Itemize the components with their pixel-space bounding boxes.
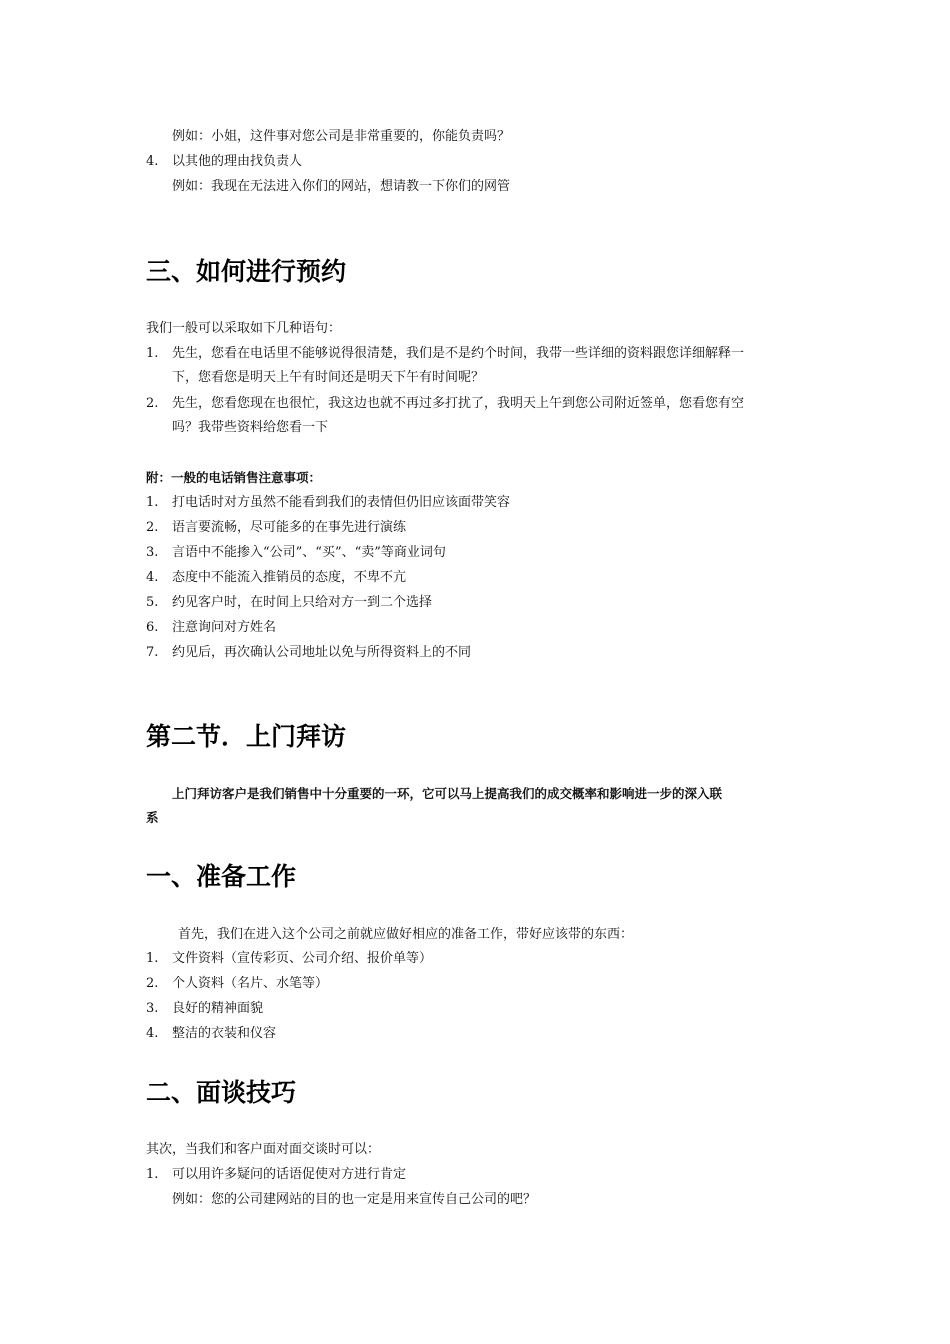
paragraph-line: 上门拜访客户是我们销售中十分重要的一环，它可以马上提高我们的成交概率和影响进一步的深入联 xyxy=(172,786,723,801)
list-item-continuation: 吗？我带些资料给您看一下 xyxy=(172,420,329,435)
list-number: 1. xyxy=(146,346,159,361)
list-number: 3. xyxy=(146,545,159,560)
list-number: 1. xyxy=(146,495,159,510)
list-number: 6. xyxy=(146,620,159,635)
example-line: 例如：小姐，这件事对您公司是非常重要的，你能负责吗？ xyxy=(172,129,511,144)
list-item-text: 语言要流畅，尽可能多的在事先进行演练 xyxy=(172,520,407,535)
section-heading: 三、如何进行预约 xyxy=(146,257,347,286)
list-item-text: 文件资料（宣传彩页、公司介绍、报价单等） xyxy=(172,951,433,966)
list-item-text: 注意询问对方姓名 xyxy=(172,620,277,635)
paragraph-line: 系 xyxy=(146,810,159,825)
list-item-continuation: 下，您看您是明天上午有时间还是明天下午有时间呢？ xyxy=(172,370,485,385)
list-item-text: 整洁的衣装和仪容 xyxy=(172,1026,277,1041)
section-heading: 二、面谈技巧 xyxy=(146,1078,297,1107)
intro-text: 首先，我们在进入这个公司之前就应做好相应的准备工作，带好应该带的东西： xyxy=(178,927,634,942)
list-item-text: 打电话时对方虽然不能看到我们的表情但仍旧应该面带笑容 xyxy=(172,495,511,510)
notes-title: 附：一般的电话销售注意事项： xyxy=(146,470,322,485)
example-line: 例如：您的公司建网站的目的也一定是用来宣传自己公司的吧？ xyxy=(172,1192,537,1207)
list-number: 2. xyxy=(146,520,159,535)
list-number: 4. xyxy=(146,570,159,585)
list-item-text: 可以用许多疑问的话语促使对方进行肯定 xyxy=(172,1167,407,1182)
list-number: 1. xyxy=(146,1167,159,1182)
intro-text: 其次，当我们和客户面对面交谈时可以： xyxy=(146,1142,381,1157)
list-item-text: 以其他的理由找负责人 xyxy=(172,154,303,169)
list-number: 3. xyxy=(146,1001,159,1016)
list-item-text: 约见客户时，在时间上只给对方一到二个选择 xyxy=(172,595,433,610)
list-item-text: 言语中不能掺入“公司”、“买”、“卖”等商业词句 xyxy=(172,545,446,560)
list-number: 2. xyxy=(146,976,159,991)
list-number: 4. xyxy=(146,154,159,169)
list-item-text: 先生，您看在电话里不能够说得很清楚，我们是不是约个时间，我带一些详细的资料跟您详细解释一 xyxy=(172,346,745,361)
chapter-heading: 第二节．上门拜访 xyxy=(146,722,347,751)
list-item-text: 良好的精神面貌 xyxy=(172,1001,264,1016)
list-item-text: 个人资料（名片、水笔等） xyxy=(172,976,329,991)
list-item-text: 先生，您看您现在也很忙，我这边也就不再过多打扰了，我明天上午到您公司附近签单，您看您有空 xyxy=(172,396,745,411)
example-line: 例如：我现在无法进入你们的网站，想请教一下你们的网管 xyxy=(172,179,511,194)
list-number: 4. xyxy=(146,1026,159,1041)
list-number: 1. xyxy=(146,951,159,966)
section-heading: 一、准备工作 xyxy=(146,862,297,891)
intro-text: 我们一般可以采取如下几种语句： xyxy=(146,321,342,336)
list-number: 7. xyxy=(146,645,159,660)
list-item-text: 约见后，再次确认公司地址以免与所得资料上的不同 xyxy=(172,645,472,660)
list-item-text: 态度中不能流入推销员的态度，不卑不亢 xyxy=(172,570,407,585)
list-number: 5. xyxy=(146,595,159,610)
list-number: 2. xyxy=(146,396,159,411)
